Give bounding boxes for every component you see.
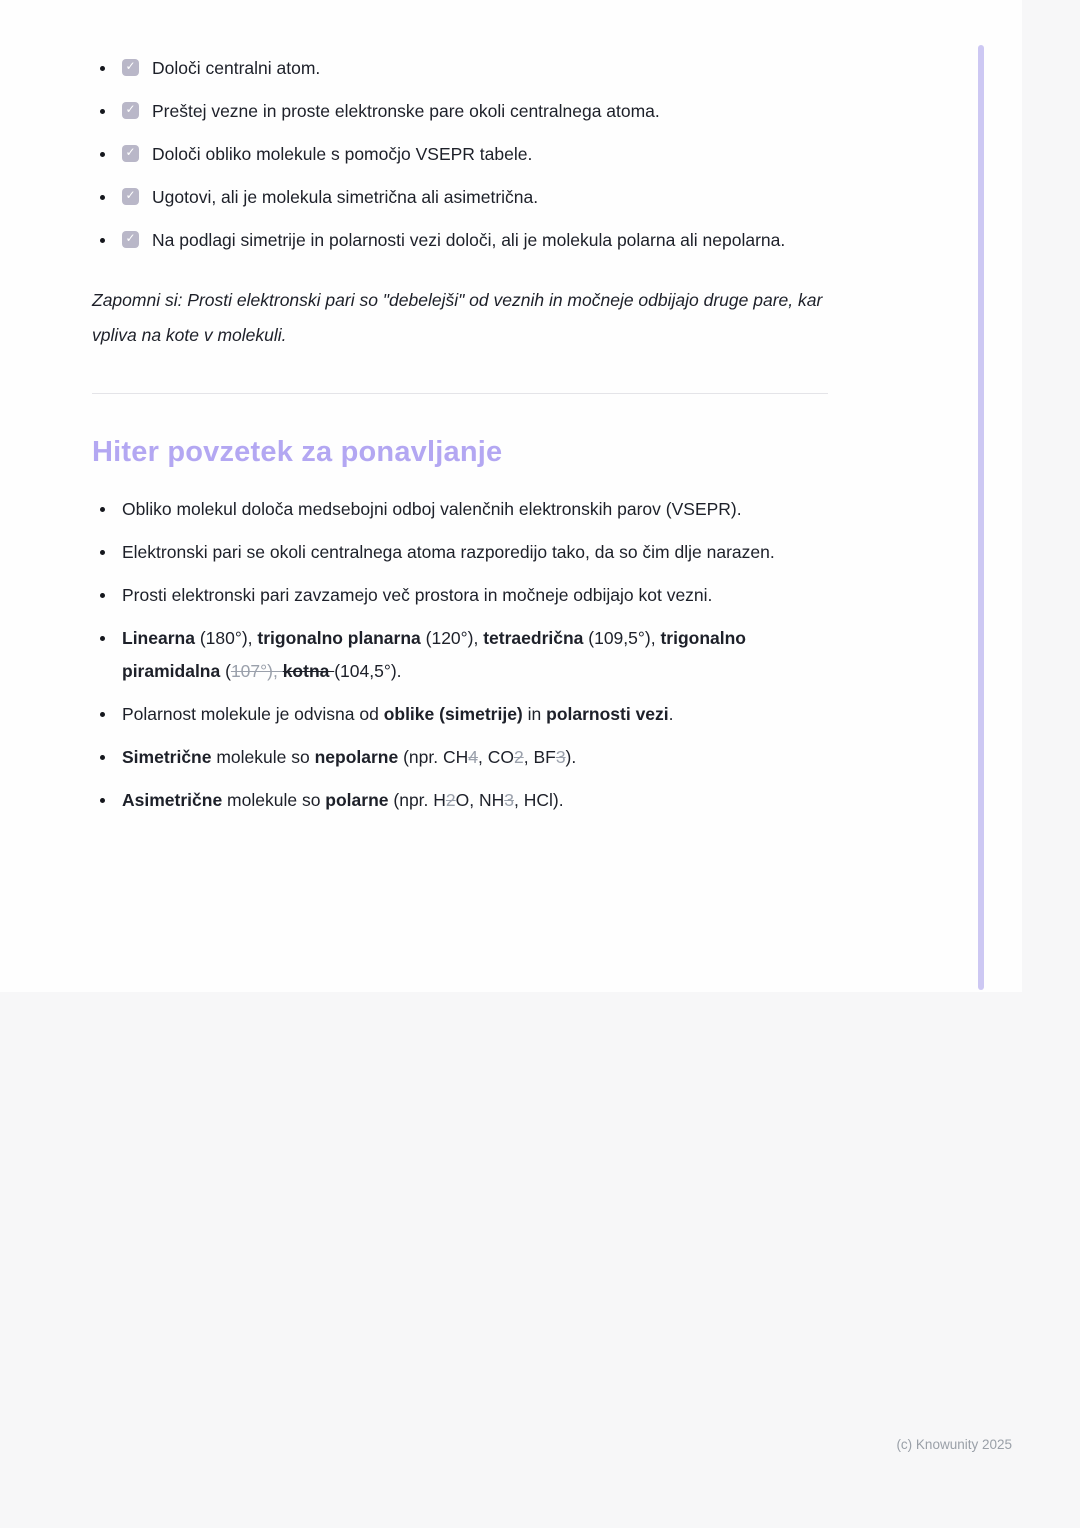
summary-text-segment: (npr. CH	[398, 747, 469, 767]
summary-text-segment: oblike (simetrije)	[383, 704, 523, 724]
summary-item	[92, 784, 834, 817]
checklist-item-label: Ugotovi, ali je molekula simetrična ali asimetrična.	[152, 187, 539, 207]
checklist	[92, 52, 834, 257]
checkbox-checked-icon[interactable]	[122, 145, 139, 162]
summary-text-segment: 3	[504, 790, 514, 810]
summary-text-segment: (npr. H	[388, 790, 446, 810]
summary-text-segment: (120°),	[420, 628, 484, 648]
summary-text-segment: molekule so	[211, 747, 315, 767]
note-text: Zapomni si: Prosti elektronski pari so "debelejši" od veznih in močneje odbijajo druge pare, kar vpliva na kote v molekuli.	[92, 290, 823, 345]
summary-text-segment: (	[220, 661, 231, 681]
summary-item	[92, 698, 834, 731]
summary-text-segment: , BF	[523, 747, 556, 767]
checklist-item-label: Na podlagi simetrije in polarnosti vezi določi, ali je molekula polarna ali nepolarna.	[152, 230, 786, 250]
checkbox-checked-icon[interactable]	[122, 102, 139, 119]
summary-text-segment: Obliko molekul določa medsebojni odboj valenčnih elektronskih parov (VSEPR).	[122, 499, 742, 519]
checkbox-checked-icon[interactable]	[122, 231, 139, 248]
summary-text-segment: Elektronski pari se okoli centralnega atoma razporedijo tako, da so čim dlje narazen.	[122, 542, 775, 562]
summary-text-segment: 4	[468, 747, 478, 767]
summary-text-segment: kotna	[282, 661, 335, 681]
summary-text-segment: nepolarne	[314, 747, 399, 767]
summary-item	[92, 493, 834, 526]
summary-text-segment: Prosti elektronski pari zavzamejo več prostora in močneje odbijajo kot vezni.	[122, 585, 713, 605]
summary-text-segment: in	[522, 704, 547, 724]
summary-text-segment: .	[668, 704, 674, 724]
summary-item	[92, 579, 834, 612]
summary-text-segment: (180°),	[194, 628, 258, 648]
summary-text-segment: trigonalno piramidalna	[122, 628, 746, 681]
summary-text-segment: 2	[445, 790, 456, 810]
summary-text-segment: (109,5°),	[583, 628, 661, 648]
summary-text-segment: polarne	[325, 790, 389, 810]
summary-text-segment: tetraedrična	[483, 628, 584, 648]
summary-text-segment: 2	[513, 747, 524, 767]
summary-heading: Hiter povzetek za ponavljanje	[92, 436, 503, 468]
summary-text-segment: Simetrične	[122, 747, 212, 767]
scrollbar-thumb[interactable]	[978, 45, 984, 990]
checklist-item-label: Preštej vezne in proste elektronske pare okoli centralnega atoma.	[152, 101, 660, 121]
checklist-item-label: Določi obliko molekule s pomočjo VSEPR tabele.	[152, 144, 533, 164]
summary-item	[92, 741, 834, 774]
summary-text-segment: (104,5°).	[334, 661, 402, 681]
summary-text-segment: 107°),	[230, 661, 283, 681]
page-content	[92, 52, 834, 827]
summary-item	[92, 536, 834, 569]
summary-text-segment: O, NH	[455, 790, 505, 810]
summary-item	[92, 622, 834, 688]
summary-text-segment: Linearna	[122, 628, 195, 648]
checklist-item	[92, 52, 834, 85]
checklist-item	[92, 138, 834, 171]
section-divider	[92, 393, 828, 394]
checklist-item	[92, 181, 834, 214]
summary-text-segment: Polarnost molekule je odvisna od	[122, 704, 384, 724]
checklist-item-label: Določi centralni atom.	[152, 58, 321, 78]
summary-text-segment: polarnosti vezi	[546, 704, 669, 724]
summary-text-segment: , HCl).	[514, 790, 564, 810]
summary-list	[92, 493, 834, 817]
summary-text-segment: Asimetrične	[122, 790, 223, 810]
checklist-item	[92, 95, 834, 128]
summary-text-segment: trigonalno planarna	[257, 628, 421, 648]
summary-text-segment: molekule so	[222, 790, 326, 810]
summary-text-segment: ).	[565, 747, 577, 767]
checkbox-checked-icon[interactable]	[122, 59, 139, 76]
summary-text-segment: , CO	[478, 747, 514, 767]
copyright-label: (c) Knowunity 2025	[896, 1437, 1012, 1452]
checkbox-checked-icon[interactable]	[122, 188, 139, 205]
summary-text-segment: 3	[555, 747, 566, 767]
checklist-item	[92, 224, 834, 257]
